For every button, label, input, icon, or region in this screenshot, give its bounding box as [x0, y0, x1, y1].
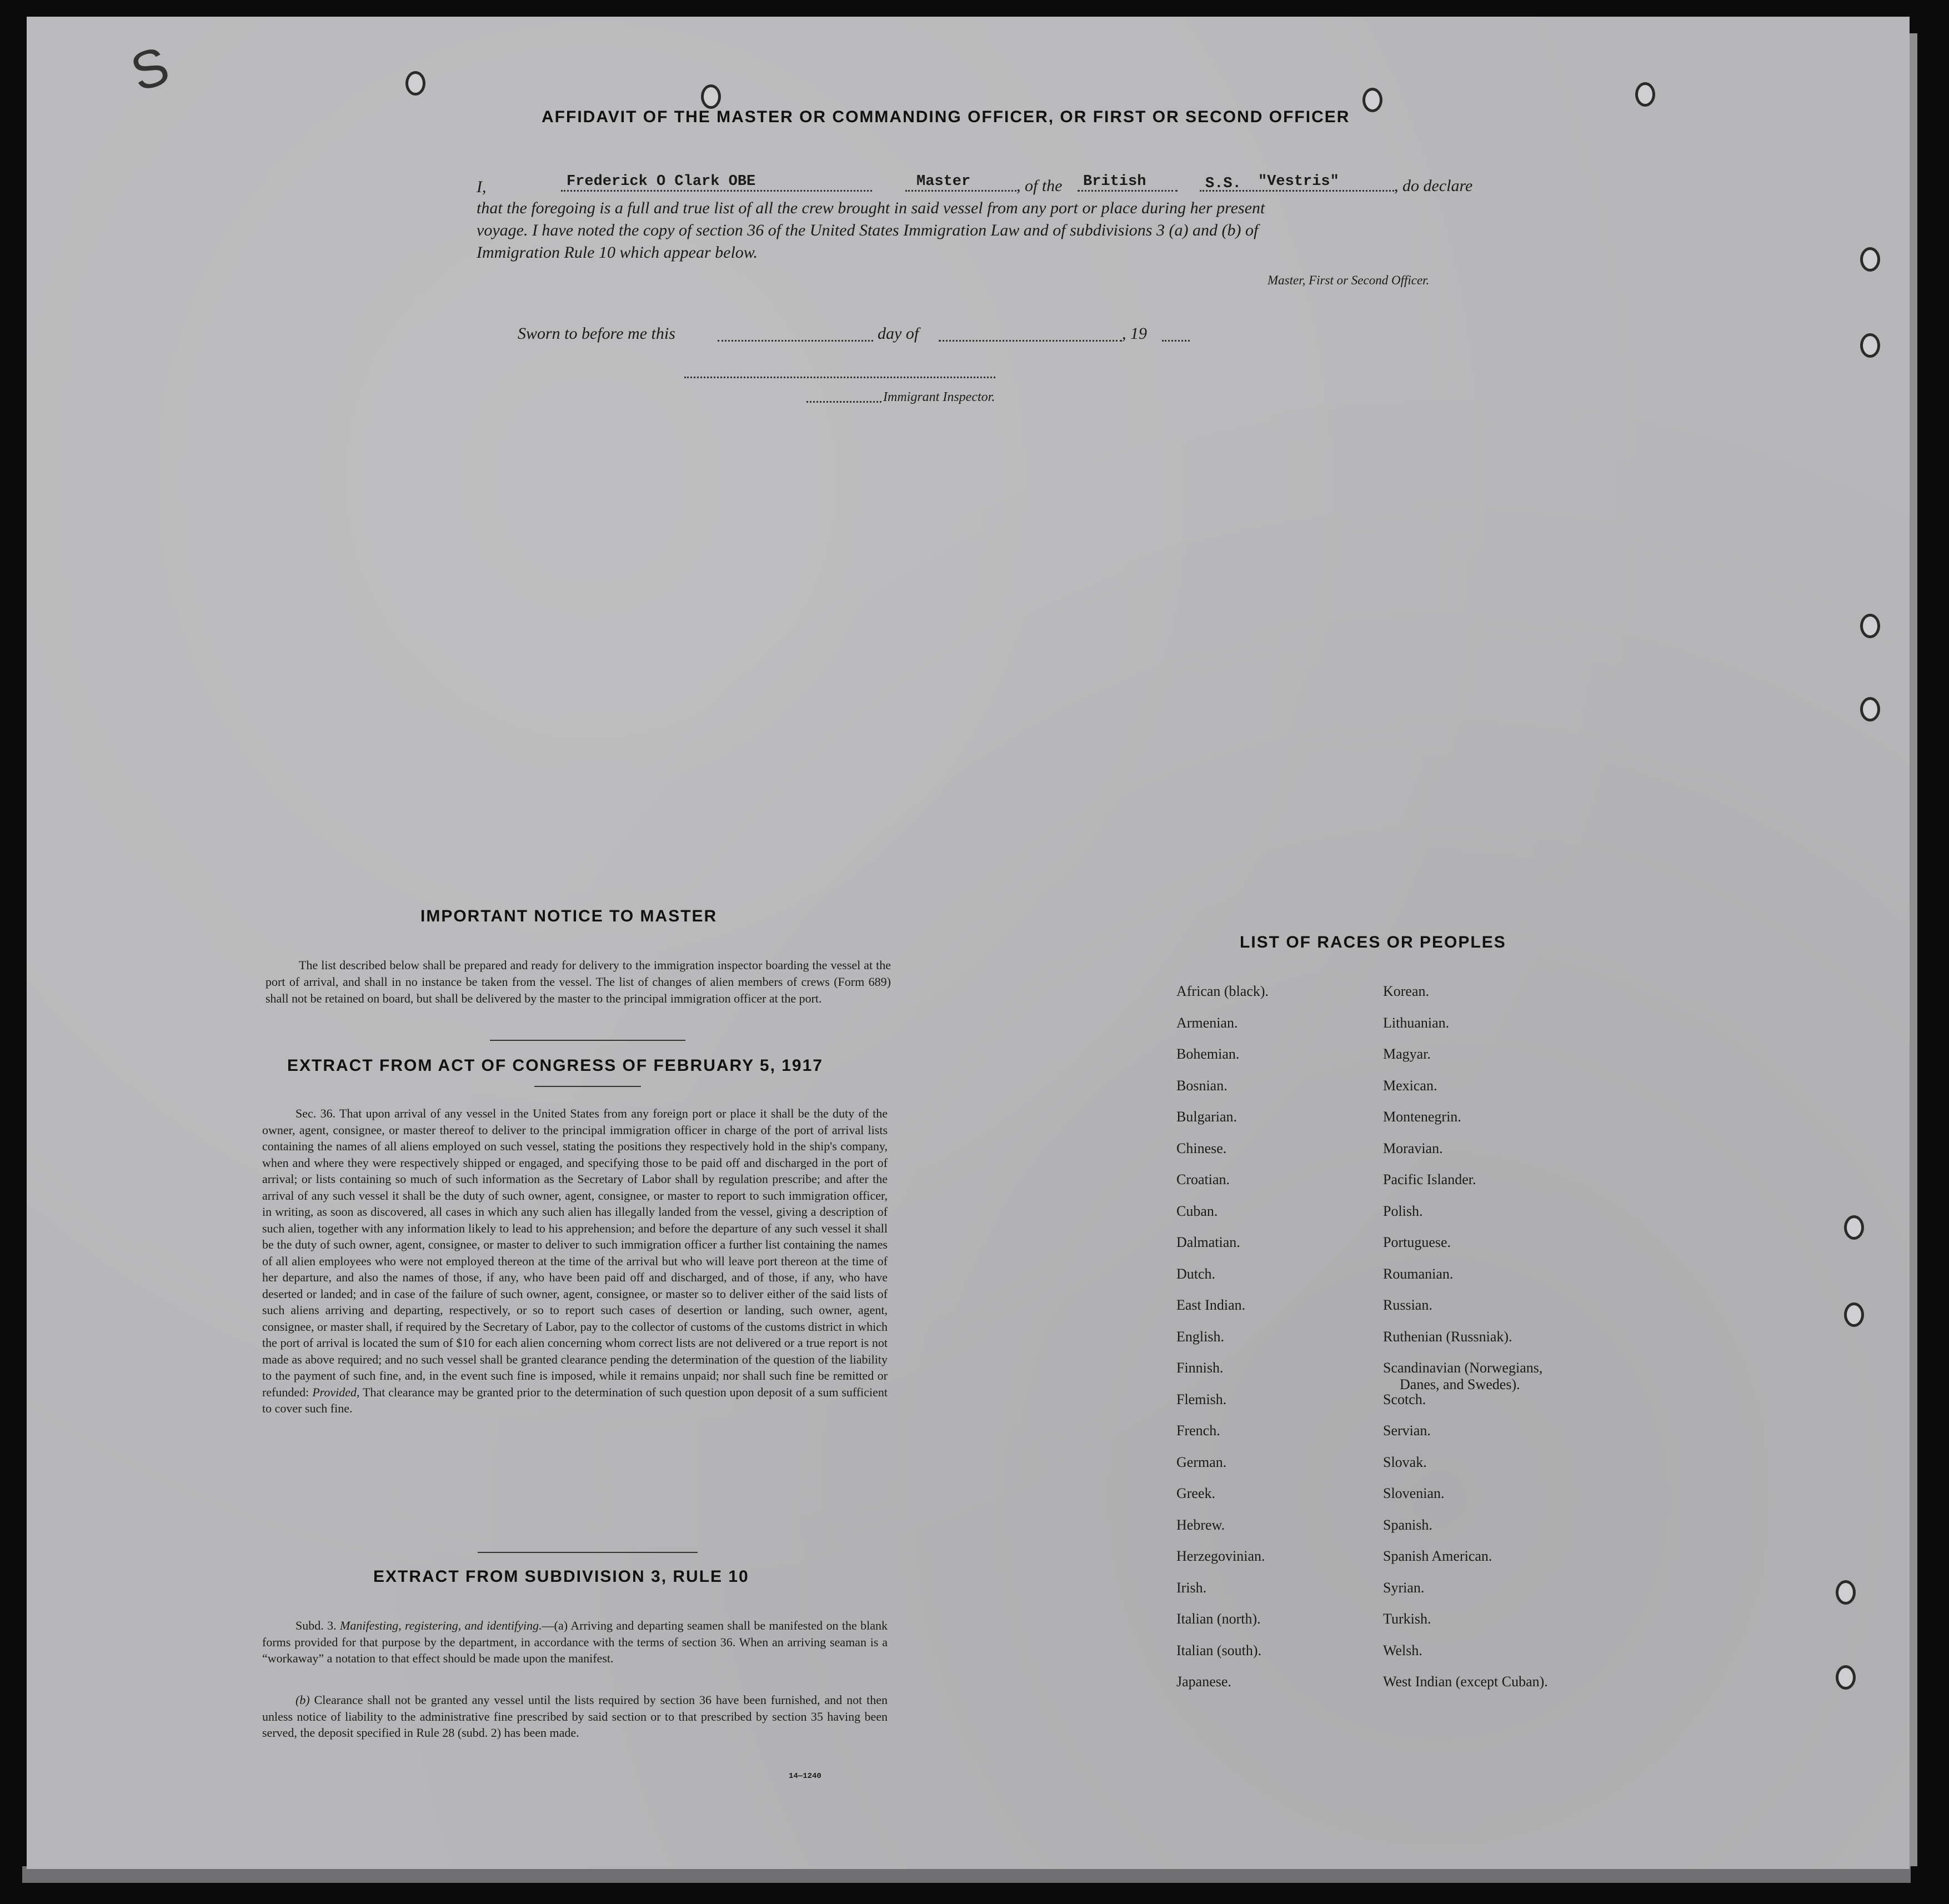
binder-hole	[1860, 697, 1880, 721]
race-item: Magyar.	[1383, 1046, 1431, 1062]
year-text: , 19	[1122, 324, 1147, 343]
race-item: Hebrew.	[1176, 1517, 1225, 1533]
act-title: EXTRACT FROM ACT OF CONGRESS OF FEBRUARY 5, 1917	[287, 1056, 823, 1075]
inspector-lead-line	[806, 401, 881, 403]
binder-hole	[405, 71, 425, 96]
race-item: African (black).	[1176, 983, 1269, 999]
affidavit-i: I,	[477, 178, 487, 196]
race-item: Japanese.	[1176, 1673, 1231, 1690]
rule-para-a-text: —(a) Arriving and departing seamen shall be manifested on the blank forms provided for that purpose by the department, in accordance with the terms of section 36. When an arriving seaman is a “workaway” a notation to that effect should be made upon the manifest.	[262, 1619, 888, 1665]
race-item: Montenegrin.	[1383, 1109, 1461, 1125]
act-body	[262, 1105, 888, 1417]
inspector-caption: Immigrant Inspector.	[883, 390, 995, 404]
race-item: Ruthenian (Russniak).	[1383, 1329, 1512, 1345]
race-item: Slovenian.	[1383, 1485, 1445, 1501]
race-item: French.	[1176, 1422, 1220, 1439]
binder-hole	[1860, 247, 1880, 272]
day-of-text: day of	[878, 324, 919, 343]
race-item: Irish.	[1176, 1580, 1207, 1596]
affidavit-line-2: that the foregoing is a full and true list of all the crew brought in said vessel from any port or place during her present	[477, 199, 1265, 217]
affidavit-title: AFFIDAVIT OF THE MASTER OR COMMANDING OFFICER, OR FIRST OR SECOND OFFICER	[542, 108, 1350, 126]
act-tail: That clearance may be granted prior to the determination of such question upon deposit of a sum sufficient to cover such fine.	[262, 1385, 888, 1415]
race-item: Bohemian.	[1176, 1046, 1240, 1062]
races-title: LIST OF RACES OR PEOPLES	[1240, 933, 1506, 951]
race-item: Polish.	[1383, 1203, 1423, 1219]
binder-hole	[1836, 1580, 1856, 1605]
rule-para-b	[262, 1692, 888, 1741]
race-item: Dalmatian.	[1176, 1234, 1240, 1250]
race-item: Pacific Islander.	[1383, 1171, 1476, 1188]
rule-title: EXTRACT FROM SUBDIVISION 3, RULE 10	[373, 1567, 749, 1586]
race-item: Bosnian.	[1176, 1078, 1227, 1094]
race-item: Syrian.	[1383, 1580, 1425, 1596]
race-item: Roumanian.	[1383, 1266, 1454, 1282]
inspector-signature-line	[684, 377, 995, 378]
corner-mark: S	[123, 35, 176, 103]
act-sec-label: Sec. 36.	[295, 1106, 336, 1120]
race-item: Servian.	[1383, 1422, 1431, 1439]
race-item: Italian (north).	[1176, 1611, 1261, 1627]
race-item: Slovak.	[1383, 1454, 1427, 1470]
race-item: Herzegovinian.	[1176, 1548, 1265, 1564]
race-item: Korean.	[1383, 983, 1430, 999]
race-item: Dutch.	[1176, 1266, 1216, 1282]
race-item: Croatian.	[1176, 1171, 1230, 1188]
rank-line	[905, 190, 1016, 192]
race-item: Lithuanian.	[1383, 1015, 1450, 1031]
signature-caption: Master, First or Second Officer.	[1267, 273, 1430, 287]
race-item: Russian.	[1383, 1297, 1432, 1313]
binder-hole	[1860, 614, 1880, 638]
vessel-name: "Vestris"	[1258, 173, 1339, 190]
nationality-line	[1078, 190, 1178, 192]
binder-hole	[1836, 1665, 1856, 1690]
rule-para-b-text: Clearance shall not be granted any vessel until the lists required by section 36 have been furnished, and not then unless notice of liability to the administrative fine prescribed by said section or to that prescribed by section 35 having been served, the deposit specified in Rule 28 (subd. 2) has been made.	[262, 1693, 888, 1740]
race-item: Welsh.	[1383, 1642, 1422, 1659]
race-item: East Indian.	[1176, 1297, 1246, 1313]
binder-hole	[1844, 1302, 1864, 1327]
act-provided: Provided,	[312, 1385, 360, 1399]
race-item: Finnish.	[1176, 1360, 1224, 1376]
vessel-line	[1200, 190, 1394, 192]
month-line	[939, 340, 1122, 342]
rule-para-a	[262, 1617, 888, 1667]
race-item: West Indian (except Cuban).	[1383, 1673, 1548, 1690]
notice-body: The list described below shall be prepared and ready for delivery to the immigration inspector boarding the vessel at the port of arrival, and shall in no instance be taken from the vessel. The list of changes of alien members of crews (Form 689) shall not be retained on board, but shall be delivered by the master to the principal immigration officer at the port.	[265, 958, 891, 1005]
form-number: 14—1240	[789, 1772, 821, 1781]
race-item: Cuban.	[1176, 1203, 1218, 1219]
rule-subd-label: Subd. 3.	[295, 1619, 337, 1632]
race-item: Bulgarian.	[1176, 1109, 1237, 1125]
race-item: Italian (south).	[1176, 1642, 1262, 1659]
binder-hole	[1844, 1215, 1864, 1240]
vessel-prefix: S.S.	[1205, 176, 1241, 192]
race-item: Armenian.	[1176, 1015, 1238, 1031]
master-rank: Master	[916, 173, 971, 190]
race-item: Spanish American.	[1383, 1548, 1492, 1564]
race-item: German.	[1176, 1454, 1227, 1470]
binder-hole	[1635, 82, 1655, 107]
divider	[534, 1086, 641, 1087]
divider	[478, 1552, 698, 1553]
race-item: Greek.	[1176, 1485, 1216, 1501]
race-item: Turkish.	[1383, 1611, 1431, 1627]
vessel-nationality: British	[1083, 173, 1146, 190]
affidavit-line-4: Immigration Rule 10 which appear below.	[477, 243, 758, 262]
race-item: Flemish.	[1176, 1391, 1227, 1407]
sworn-day-line	[718, 340, 873, 342]
race-item: Danes, and Swedes).	[1400, 1376, 1520, 1392]
race-item: Chinese.	[1176, 1140, 1227, 1156]
race-item: Scotch.	[1383, 1391, 1426, 1407]
affidavit-line-3: voyage. I have noted the copy of section 36 of the United States Immigration Law and of subdivisions 3 (a) and (b) of	[477, 221, 1259, 239]
race-item: Mexican.	[1383, 1078, 1437, 1094]
of-the-text: , of the	[1016, 177, 1063, 195]
race-item: Moravian.	[1383, 1140, 1443, 1156]
do-declare-text: , do declare	[1394, 177, 1473, 195]
notice-title: IMPORTANT NOTICE TO MASTER	[420, 907, 718, 925]
rule-subd-heading: Manifesting, registering, and identifying.	[340, 1619, 542, 1632]
master-name: Frederick O Clark OBE	[567, 173, 756, 190]
race-item: Portuguese.	[1383, 1234, 1451, 1250]
binder-hole	[1860, 333, 1880, 358]
binder-hole	[701, 84, 721, 109]
sworn-text: Sworn to before me this	[518, 324, 675, 343]
act-text: That upon arrival of any vessel in the United States from any foreign port or place it shall be the duty of the owner, agent, consignee, or master thereof to deliver to the principal immigration officer in charge of the port of arrival lists containing the names of all aliens employed on such vessel, stating the positions they respectively hold in the ship's company, when and where they were respectively shipped or engaged, and specifying those to be paid off and discharged in the port of arrival; or lists containing so much of such information as the Secretary of Labor shall by regulation prescribe; and after the arrival of any such vessel it shall be the duty of such owner, agent, consignee, or master to report to such immigration officer, in writing, as soon as discovered, all cases in which any such alien has illegally landed from the vessel, giving a description of such alien, together with any information likely to lead to his apprehension; and before the departure of any such vessel it shall be the duty of such owner, agent, consignee, or master to deliver to such immigration officer a further list containing the names of all alien employees who were not employed thereon at the time of the arrival but who will leave port thereon at the time of her departure, and also the names of those, if any, who have been paid off and discharged, and of those, if any, who have deserted or landed; and in case of the failure of such owner, agent, consignee, or master so to deliver either of the said lists of such aliens arriving and departing, respectively, or so to report such cases of desertion or landing, such owner, agent, consignee, or master shall, if required by the Secretary of Labor, pay to the collector of customs of the customs district in which the port of arrival is located the sum of $10 for each alien concerning whom correct lists are not delivered or a true report is not made as above required; and no such vessel shall be granted clearance pending the determination of the question of the liability to the payment of such fine, and, in the event such fine is imposed, while it remains unpaid; nor shall such fine be remitted or refunded:	[262, 1106, 888, 1399]
race-item: Scandinavian (Norwegians,	[1383, 1360, 1543, 1376]
rule-para-b-label: (b)	[295, 1693, 310, 1707]
divider	[490, 1040, 685, 1041]
name-line	[561, 190, 872, 192]
document-sheet	[27, 17, 1910, 1869]
binder-hole	[1362, 88, 1382, 112]
race-item: English.	[1176, 1329, 1224, 1345]
race-item: Spanish.	[1383, 1517, 1432, 1533]
year-line	[1162, 340, 1190, 342]
